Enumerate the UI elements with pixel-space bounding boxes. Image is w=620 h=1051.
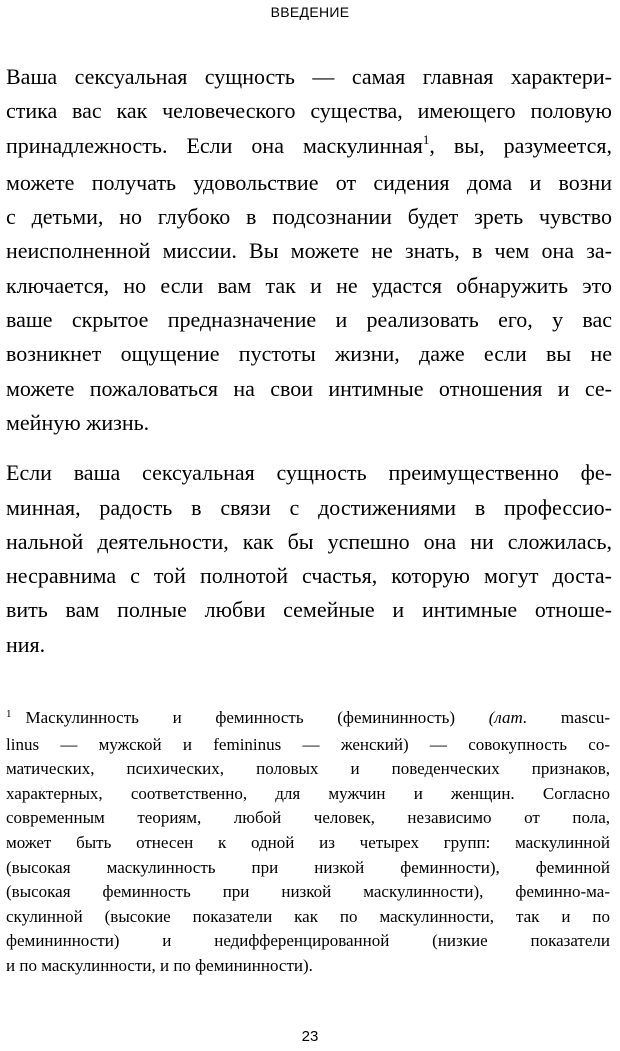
text-line: ния. — [6, 631, 46, 657]
text-line: Если ваша сексуальная сущность преимущественно фе- — [6, 460, 612, 486]
text-line — [6, 129, 612, 166]
footnote-line: характерных, соответственно, для мужчин и женщин. Согласно — [6, 783, 610, 803]
text-line: мейную жизнь. — [6, 409, 150, 435]
footnote-line: и по маскулинности, и по фемининности). — [6, 955, 313, 975]
text-line: можете пожаловаться на свои интимные отношения и се- — [6, 375, 612, 401]
running-head: ВВЕДЕНИЕ — [270, 4, 350, 20]
latin-abbrev: (лат. — [488, 708, 528, 727]
footnote-line: linus — мужской и femininus — женский) — совокупность со- — [6, 734, 610, 754]
footnote-line: фемининности) и недифференцированной (низкие показатели — [6, 931, 610, 951]
footnote-marker[interactable]: 1 — [422, 131, 430, 147]
text-line: вить вам полные любви семейные и интимные отноше- — [6, 597, 612, 623]
text-line: минная, радость в связи с достижениями в профессио- — [6, 494, 612, 520]
footnote — [6, 706, 610, 979]
footnote-line: современным теориям, любой человек, независимо от пола, — [6, 808, 610, 828]
text-line: Ваша сексуальная сущность — самая главная характери- — [6, 64, 612, 89]
text-segment: mascu- — [527, 708, 611, 727]
page-number: 23 — [301, 1028, 319, 1045]
main-text — [6, 60, 612, 662]
text-segment: Маскулинность и феминность (фемининность) — [25, 708, 489, 727]
paragraph-1 — [6, 60, 612, 440]
text-line: ключается, но если вам так и не удастся обнаружить это — [6, 272, 612, 298]
footnote-line — [6, 706, 610, 733]
text-line: возникнет ощущение пустоты жизни, даже если вы не — [6, 341, 612, 367]
footnote-line: (высокая феминность при низкой маскулинности), феминно-ма- — [6, 882, 610, 902]
text-line: стика вас как человеческого существа, имеющего половую — [6, 98, 612, 124]
text-line: несравнима с той полнотой счастья, которую могут доста- — [6, 563, 612, 589]
text-line: нальной деятельности, как бы успешно она ни сложилась, — [6, 528, 612, 554]
text-line: ваше скрытое предназначение и реализовать его, у вас — [6, 307, 612, 333]
paragraph-2 — [6, 456, 612, 662]
footnote-line: скулинной (высокие показатели как по маскулинности, так и по — [6, 906, 610, 926]
footnote-number: 1 — [6, 708, 12, 720]
text-segment: , вы, разумеется, — [429, 132, 613, 158]
footnote-line: матических, психических, половых и поведенческих признаков, — [6, 759, 610, 779]
text-line: с детьми, но глубоко в подсознании будет зреть чувство — [6, 204, 612, 230]
footnote-line: (высокая маскулинность при низкой феминности), феминной — [6, 857, 610, 877]
footnote-line: может быть отнесен к одной из четырех групп: маскулинной — [6, 832, 610, 852]
text-segment: принадлежность. Если она маскулинная — [6, 132, 423, 158]
text-line: неисполненной миссии. Вы можете не знать, в чем она за- — [6, 238, 612, 264]
text-line: можете получать удовольствие от сидения дома и возни — [6, 169, 612, 195]
